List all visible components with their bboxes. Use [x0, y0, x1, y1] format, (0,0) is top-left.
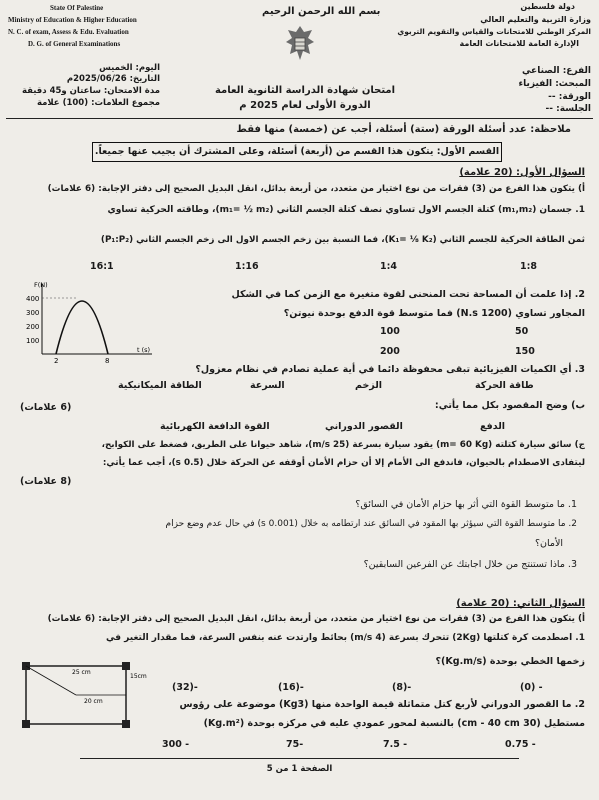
q2-item1-option: (8)-	[392, 682, 412, 693]
header-english-line: Ministry of Education & Higher Education	[8, 16, 137, 24]
q2-heading: السؤال الثاني: (20 علامة)	[456, 598, 585, 609]
page-number: الصفحة 1 من 5	[266, 764, 333, 774]
exam-title: امتحان شهادة الدراسة الثانوية العامة	[214, 85, 396, 96]
graph-xtick: 2	[54, 357, 59, 365]
q1-b-term: القوة الدافعة الكهربائية	[160, 421, 270, 432]
header-arabic-line: الإدارة العامة للامتحانات العامة	[459, 39, 579, 48]
q2-item2-line1: 2. ما القصور الدوراني لأربع كتل متماثلة قيمة الواحدة منها (Kg3) موضوعة على رؤوس	[179, 699, 585, 710]
q1-part-c-marks: (8 علامات)	[20, 476, 72, 487]
graph-xlabel: t (s)	[137, 346, 151, 354]
exam-day: اليوم: الخميس	[99, 63, 160, 73]
q1-item2-option: 150	[515, 346, 535, 357]
section-one-box	[92, 142, 502, 162]
q1-item3-option: طاقة الحركة	[475, 380, 534, 391]
q1-item1-line2: ثمن الطاقة الحركية للجسم الثاني (K₁= ⅛ K₂)، فما النسبة بين زخم الجسم الاول الى زخم الجسم الثاني (P₁:P₂)	[100, 235, 585, 245]
q1-b-term: الدفع	[480, 421, 506, 432]
graph-ytick: 100	[26, 337, 40, 345]
q1-item3-option: الطاقة الميكانيكية	[118, 380, 202, 391]
figure-side-label: 15cm	[130, 673, 147, 680]
q2-item1-option: (16)-	[278, 682, 304, 693]
header-arabic-line: دولة فلسطين	[520, 2, 575, 11]
q1-c3: 3. ماذا تستنتج من خلال اجابتك عن الفرعين السابقين؟	[363, 559, 577, 570]
q1-item3-option: الزخم	[355, 380, 383, 391]
q1-part-a: أ) يتكون هذا الفرع من (3) فقرات من نوع اختيار من متعدد، من أربعة بدائل، انقل البديل الصحيح إلى دفتر الإجابة: (6 علامات)	[47, 184, 585, 194]
exam-duration: مدة الامتحان: ساعتان و45 دقيقة	[21, 86, 160, 96]
q1-c1: 1. ما متوسط القوة التي أثر بها حزام الأمان في السائق؟	[355, 499, 577, 510]
graph-ytick: 400	[26, 295, 40, 303]
exam-session: الدورة الأولى لعام 2025 م	[239, 100, 371, 111]
q1-item3-option: السرعة	[250, 380, 285, 391]
graph-ytick: 300	[26, 309, 40, 317]
q1-item2-line1: 2. إذا علمت أن المساحة تحت المنحنى لقوة متغيرة مع الزمن كما في الشكل	[231, 289, 585, 300]
q1-item1-option: 1:8	[520, 261, 538, 272]
q2-part-a: أ) يتكون هذا الفرع من (3) فقرات من نوع اختيار من متعدد، من أربعة بدائل، انقل البديل الصحيح إلى دفتر الإجابة: (6 علامات)	[47, 614, 585, 624]
palestine-eagle-emblem	[283, 24, 317, 64]
q1-item2-option: 100	[380, 326, 400, 337]
header-english-line: D. G. of General Examinations	[28, 40, 121, 48]
section-one-text: القسم الأول: يتكون هذا القسم من (أربعة) أسئلة، وعلى المشترك أن يجيب عنها جميعاً.	[94, 146, 500, 157]
footer-divider	[80, 758, 519, 759]
figure-diagonal-label: 25 cm	[72, 669, 91, 676]
q2-item1-line1: 1. اصطدمت كرة كتلتها (2Kg) تتحرك بسرعة (4 m/s) بحائط وارتدت عنه بنفس السرعة، فما مقدار التغير في	[106, 633, 585, 643]
subject: المبحث: الفيزياء	[518, 79, 591, 89]
header-arabic-line: المركز الوطني للامتحانات والقياس والتقويم التربوي	[397, 27, 591, 36]
total-marks: مجموع العلامات: (100) علامة	[36, 98, 160, 108]
q1-part-c-line2: ليتفادى الاصطدام بالحيوان، فاندفع الى الأمام إلا أن حزام الأمان أوقفه عن الحركة خلال (0.5 s)، أجب عما يأتي:	[102, 458, 585, 468]
paper: الورقة: --	[548, 92, 591, 102]
q1-c2-line1: 2. ما متوسط القوة التي سيؤثر بها المقود في السائق عند ارتطامه به خلال (0.001 s) في حال عدم وضع حزام	[165, 519, 577, 529]
basmala: بسم الله الرحمن الرحيم	[262, 6, 381, 17]
q1-item1-option: 1:4	[380, 261, 398, 272]
header-divider	[6, 118, 593, 119]
figure-bottom-label: 20 cm	[84, 698, 103, 705]
graph-ytick: 200	[26, 323, 40, 331]
q1-part-c-line1: ج) سائق سيارة كتلته (m= 60 Kg) يقود سيارة بسرعة (25 m/s)، شاهد حيوانا على الطريق، فضغط على الكوابح،	[101, 440, 585, 450]
q1-part-b: ب) وضح المقصود بكل مما يأتي:	[434, 400, 585, 411]
q1-b-term: القصور الدوراني	[325, 421, 403, 432]
rectangle-masses-figure	[18, 660, 150, 732]
exam-note: ملاحظة: عدد أسئلة الورقة (ستة) أسئلة، أجب عن (خمسة) منها فقط	[236, 124, 571, 135]
header-arabic-line: وزارة التربية والتعليم العالي	[480, 15, 591, 24]
exam-date: التاريخ: 2025/06/26م	[66, 74, 160, 84]
q1-c2-line2: الأمان؟	[534, 538, 563, 549]
header-english-line: N. C. of exam, Assess & Edu. Evaluation	[8, 28, 129, 36]
q1-item3-text: 3. أي الكميات الفيزيائية تبقى محفوظة دائما في أية عملية تصادم في نظام معزول؟	[195, 364, 585, 375]
q1-heading: السؤال الأول: (20 علامة)	[459, 167, 585, 178]
force-time-graph	[12, 278, 162, 368]
graph-ylabel: F(N)	[34, 281, 48, 289]
branch: الفرع: الصناعي	[521, 66, 591, 76]
q2-item2-line2: مستطيل (30 cm - 40 cm) بالنسبة لمحور عمودي عليه في مركزه بوحدة (Kg.m²)	[203, 718, 585, 729]
q2-item2-option: 7.5 -	[383, 739, 408, 750]
graph-xtick: 8	[105, 357, 110, 365]
q1-item2-option: 50	[515, 326, 529, 337]
q2-item2-option: 300 -	[162, 739, 190, 750]
header-english-line: State Of Palestine	[50, 4, 104, 12]
q1-item1-option: 16:1	[90, 261, 114, 272]
sitting: الجلسة: --	[545, 104, 591, 114]
q1-item1-option: 1:16	[235, 261, 259, 272]
q1-part-b-marks: (6 علامات)	[20, 402, 72, 413]
q1-item2-line2: المجاور تساوي (1200 N.s) فما متوسط قوة الدفع بوحدة نيوتن؟	[283, 308, 585, 319]
q2-item1-option: (0) -	[520, 682, 543, 693]
q2-item1-line2: زخمها الخطي بوحدة (Kg.m/s)؟	[435, 656, 585, 667]
q2-item2-option: 0.75 -	[505, 739, 536, 750]
q2-item2-option: 75-	[286, 739, 304, 750]
q1-item1-line1: 1. جسمان (m₁,m₂) كتلة الجسم الاول تساوي نصف كتلة الجسم الثاني (m₁= ½ m₂)، وطاقته الحركية تساوي	[107, 205, 585, 215]
q1-item2-option: 200	[380, 346, 400, 357]
q2-item1-option: (32)-	[172, 682, 198, 693]
